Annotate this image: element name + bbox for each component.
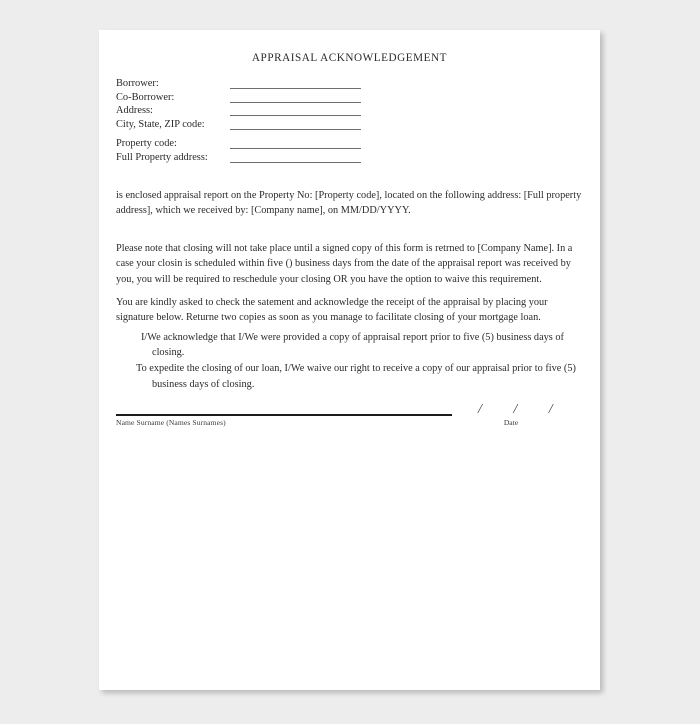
borrower-field-group <box>116 77 576 131</box>
acknowledgement-item-waiver[interactable]: To expedite the closing of our loan, I/We waive our right to receive a copy of our appraisal prior to five (5) business days of closing. <box>136 363 576 390</box>
field-label-borrower: Borrower: <box>116 78 159 89</box>
acknowledgement-list <box>116 330 585 393</box>
signature-name-caption: Name Surname (Names Surnames) <box>116 418 226 427</box>
field-label-property-code: Property code: <box>116 138 177 149</box>
document-page <box>99 30 600 690</box>
field-row-full-property-address <box>116 151 576 165</box>
field-input-full-property-address[interactable] <box>230 162 361 163</box>
paragraph-signature-request: You are kindly asked to check the satement and acknowledge the receipt of the appraisal by placing your signature below. Returne two copies as soon as you manage to facilitate closing of your mortgage loan. <box>116 297 548 324</box>
paragraph-closing-notice: Please note that closing will not take place until a signed copy of this form is retrned to [Company Name]. In a case your closin is scheduled within five () business days from the date of the appraisal report was received by you, you will be required to reschedule your closing OR you have the option to waive this requirement. <box>116 243 573 285</box>
field-label-address: Address: <box>116 105 153 117</box>
field-row-property-code <box>116 137 576 151</box>
field-input-address[interactable] <box>230 115 361 116</box>
field-row-borrower <box>116 77 576 91</box>
property-field-group <box>116 137 576 164</box>
field-input-property-code[interactable] <box>230 148 361 149</box>
field-label-city-state-zip: City, State, ZIP code: <box>116 118 205 130</box>
date-slashes[interactable]: / / / <box>478 402 567 417</box>
field-row-address <box>116 104 576 118</box>
signature-line[interactable] <box>116 414 452 416</box>
field-row-city-state-zip <box>116 118 576 132</box>
field-input-co-borrower[interactable] <box>230 102 361 103</box>
signature-block <box>116 402 585 446</box>
page-title: APPRAISAL ACKNOWLEDGEMENT <box>251 52 448 64</box>
field-label-full-property-address: Full Property address: <box>116 151 208 163</box>
field-input-borrower[interactable] <box>230 88 361 89</box>
field-input-city-state-zip[interactable] <box>230 129 361 130</box>
field-row-co-borrower <box>116 91 576 105</box>
acknowledgement-item-received[interactable]: I/We acknowledge that I/We were provided a copy of appraisal report prior to five (5) business days of closing. <box>141 332 564 359</box>
field-label-co-borrower: Co-Borrower: <box>116 91 175 103</box>
paragraph-intro: is enclosed appraisal report on the Property No: [Property code], located on the following address: [Full property address], which we received by: [Company name], on MM/DD/YYYY. <box>116 190 582 217</box>
date-caption: Date <box>503 418 519 427</box>
